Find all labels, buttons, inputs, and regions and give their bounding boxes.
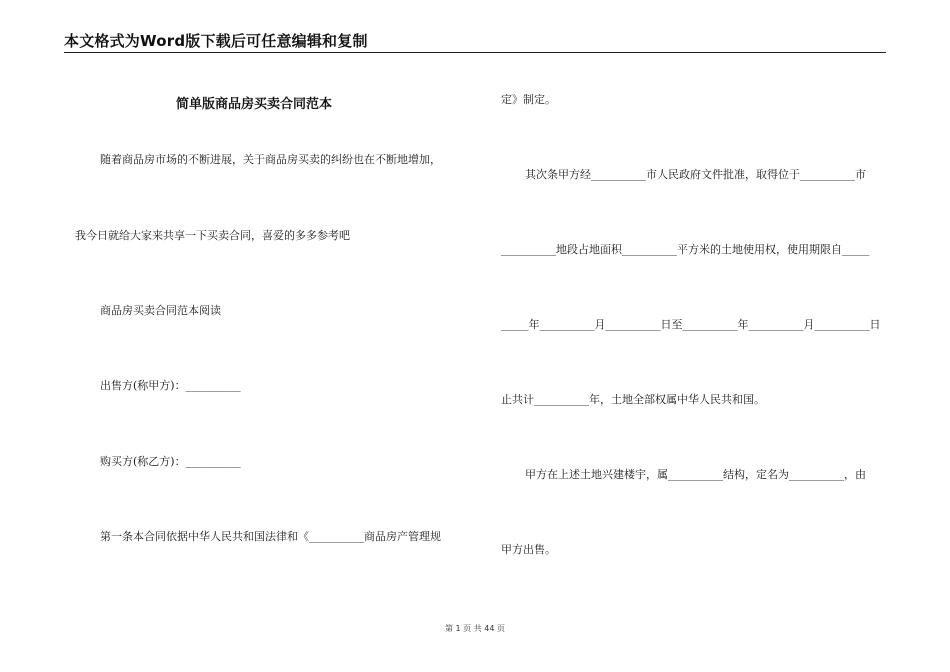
left-paragraph-line: 商品房买卖合同范本阅读 <box>100 304 221 317</box>
right-paragraph-line: _____年__________月__________日至__________年__________月__________日 <box>501 318 881 331</box>
page-indicator: 第 1 页 共 44 页 <box>445 624 505 633</box>
left-paragraph-line: 我今日就给大家来共享一下买卖合同，喜爱的多多参考吧 <box>75 229 350 242</box>
right-paragraph-line: 定》制定。 <box>501 93 556 106</box>
buyer-field-line: 购买方(称乙方)：__________ <box>100 455 241 468</box>
seller-field-line: 出售方(称甲方)：__________ <box>100 379 241 392</box>
document-banner: 本文格式为Word版下载后可任意编辑和复制 <box>64 32 368 50</box>
right-paragraph-line: __________地段占地面积__________平方米的土地使用权，使用期限自_____ <box>501 243 870 256</box>
right-paragraph-line: 止共计__________年，土地全部权属中华人民共和国。 <box>501 393 765 406</box>
right-paragraph-line: 甲方出售。 <box>501 543 556 556</box>
right-paragraph-line: 甲方在上述土地兴建楼宇，属__________结构，定名为__________，由 <box>525 468 866 481</box>
header-divider <box>64 52 886 53</box>
left-paragraph-line: 随着商品房市场的不断进展，关于商品房买卖的纠纷也在不断地增加， <box>100 153 441 166</box>
right-paragraph-line: 其次条甲方经__________市人民政府文件批准，取得位于__________市 <box>525 168 866 181</box>
document-title: 简单版商品房买卖合同范本 <box>176 97 333 112</box>
left-paragraph-line: 第一条本合同依据中华人民共和国法律和《__________商品房产管理规 <box>100 530 441 543</box>
